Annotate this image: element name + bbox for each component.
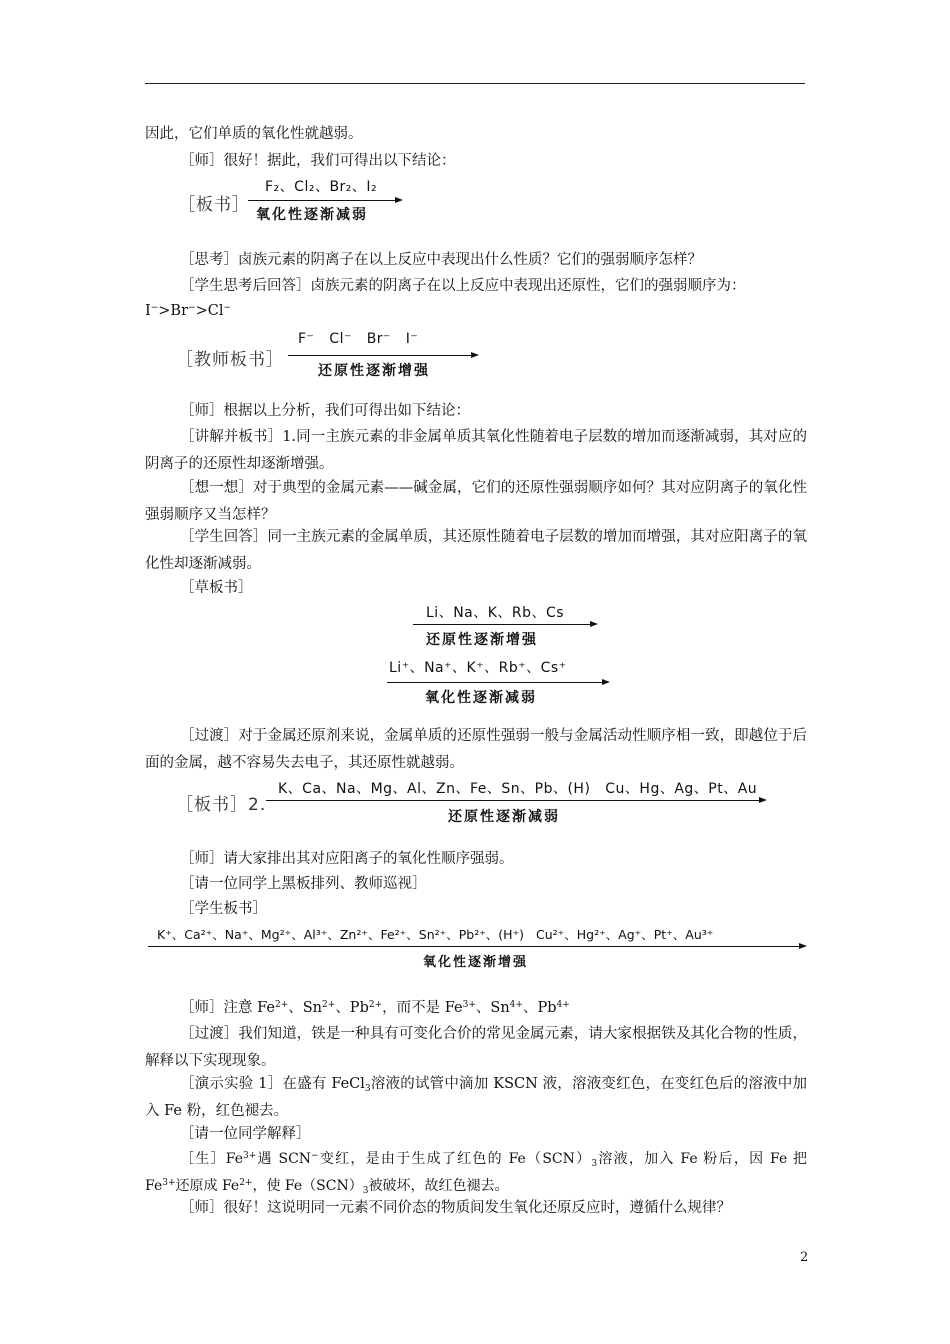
board-diagram-halide-ions — [176, 331, 486, 383]
paragraph-conclusion-intro: 因此，它们单质的氧化性就越弱。 — [145, 126, 363, 142]
paragraph-transition-2: ［过渡］我们知道，铁是一种具有可变化合价的常见金属元素，请大家根据铁及其化合物的性质，解释以下实现现象。 — [145, 1026, 807, 1069]
paragraph-student-answer: ［学生思考后回答］卤族元素的阴离子在以上反应中表现出还原性，它们的强弱顺序为： — [180, 278, 746, 294]
diagram-top-text: K、Ca、Na、Mg、Al、Zn、Fe、Sn、Pb、(H) Cu、Hg、Ag、Pt、Au — [278, 781, 758, 797]
paragraph-student-explain: ［生$]Fe^{3+}$遇 SCN−变红，是由于生成了红色的 $Fe(SCN)_3$溶液，加入 Fe 粉后，因 Fe 把 $Fe^{3+}$还原成 $Fe^{2+}$，使 $Fe(SCN)_3$被破坏，故红色褪去。 — [145, 1151, 807, 1196]
arrow-icon — [266, 800, 760, 801]
arrow-icon — [148, 946, 800, 947]
diagram-tag: ［板书］ — [178, 195, 250, 215]
paragraph-think: ［思考］卤族元素的阴离子在以上反应中表现出什么性质？它们的强弱顺序怎样？ — [180, 252, 702, 268]
paragraph-teacher-note: ［师］注意 $Fe^{2+}$、$Sn^{2+}$、$Pb^{2+}$，而不是 $Fe^{3+}$、$Sn^{4+}$、$Pb^{4+}$ — [180, 1000, 570, 1016]
paragraph-teacher-1: ［师］很好！据此，我们可得出以下结论： — [180, 153, 456, 169]
arrow-icon — [288, 355, 472, 356]
arrow-icon — [387, 682, 603, 683]
header-rule — [145, 83, 805, 84]
paragraph-order: I−>Br−>Cl− — [145, 303, 232, 319]
diagram-tag: ［板书］2. — [176, 795, 267, 815]
diagram-top-text: F₂、Cl₂、Br₂、I₂ — [265, 179, 378, 195]
diagram-bottom-text: 还原性逐渐增强 — [318, 363, 430, 379]
board-diagram-metal-ions — [145, 925, 807, 973]
paragraph-explain-1: ［讲解并板书］1.同一主族元素的非金属单质其氧化性随着电子层数的增加而逐渐减弱，其对应的阴离子的还原性却逐渐增强。 — [145, 429, 807, 472]
diagram-bottom-text: 还原性逐渐增强 — [426, 632, 538, 648]
page-number: 2 — [800, 1250, 809, 1265]
paragraph-student-answer-2: ［学生回答］同一主族元素的金属单质，其还原性随着电子层数的增加而增强，其对应阳离子的氧化性却逐渐减弱。 — [145, 529, 807, 572]
diagram-bottom-text: 氧化性逐渐减弱 — [256, 207, 368, 223]
diagram-top-text: Li、Na、K、Rb、Cs — [426, 605, 565, 621]
board-diagram-metal-activity — [176, 778, 776, 828]
paragraph-student-board: ［学生板书］ — [180, 901, 267, 917]
paragraph-transition-1: ［过渡］对于金属还原剂来说，金属单质的还原性强弱一般与金属活动性顺序相一致，即越位于后面的金属，越不容易失去电子，其还原性就越弱。 — [145, 728, 807, 771]
paragraph-instruction: ［请一位同学上黑板排列、教师巡视］ — [180, 876, 427, 892]
paragraph-teacher-2: ［师］根据以上分析，我们可得出如下结论： — [180, 403, 470, 419]
paragraph-teacher-3: ［师］请大家排出其对应阳离子的氧化性顺序强弱。 — [180, 851, 514, 867]
diagram-bottom-text: 氧化性逐渐增强 — [423, 955, 529, 970]
diagram-bottom-text: 氧化性逐渐减弱 — [425, 690, 537, 706]
paragraph-think-2: ［想一想］对于典型的金属元素——碱金属，它们的还原性强弱顺序如何？其对应阴离子的氧化性强弱顺序又当怎样？ — [145, 480, 807, 523]
board-diagram-alkali-metals — [410, 602, 610, 650]
paragraph-demo-experiment: ［演示实验 1］在盛有 FeCl$_3$溶液的试管中滴加 KSCN 液，溶液变红色，在变红色后的溶液中加入 Fe 粉，红色褪去。 — [145, 1076, 807, 1119]
paragraph-request: ［请一位同学解释］ — [180, 1126, 311, 1142]
diagram-top-text: K⁺、Ca²⁺、Na⁺、Mg²⁺、Al³⁺、Zn²⁺、Fe²⁺、Sn²⁺、Pb²⁺、(H⁺) Cu²⁺、Hg²⁺、Ag⁺、Pt⁺、Au³⁺ — [157, 927, 714, 942]
diagram-top-text: Li⁺、Na⁺、K⁺、Rb⁺、Cs⁺ — [389, 660, 567, 676]
arrow-icon — [248, 200, 396, 201]
arrow-icon — [413, 624, 591, 625]
board-diagram-halogens — [178, 179, 438, 228]
paragraph-draft-board: ［草板书］ — [180, 580, 253, 596]
diagram-top-text: F⁻ Cl⁻ Br⁻ I⁻ — [298, 331, 419, 347]
paragraph-teacher-final: ［师］很好！这说明同一元素不同价态的物质间发生氧化还原反应时，遵循什么规律？ — [180, 1200, 731, 1216]
diagram-tag: ［教师板书］ — [176, 350, 284, 370]
diagram-bottom-text: 还原性逐渐减弱 — [448, 809, 560, 825]
board-diagram-alkali-ions — [385, 657, 615, 705]
